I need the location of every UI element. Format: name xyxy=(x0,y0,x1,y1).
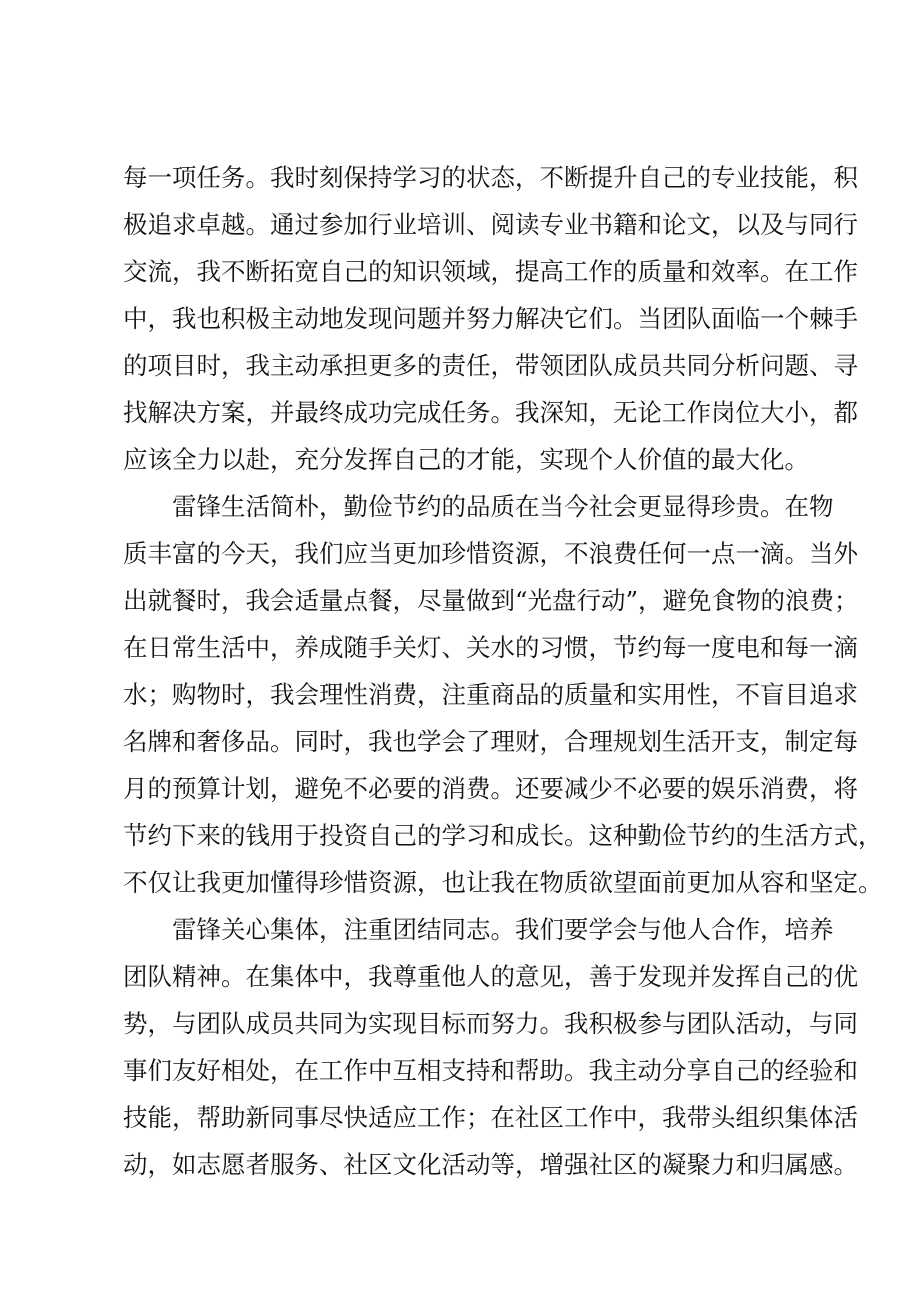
text-line: 节约下来的钱用于投资自己的学习和成长。这种勤俭节约的生活方式， xyxy=(123,821,883,850)
text-line: 质丰富的今天，我们应当更加珍惜资源，不浪费任何一点一滴。当外 xyxy=(123,539,858,568)
text-line: 雷锋生活简朴，勤俭节约的品质在当今社会更显得珍贵。在物 xyxy=(172,492,834,521)
text-line: 在日常生活中，养成随手关灯、关水的习惯，节约每一度电和每一滴 xyxy=(123,633,858,662)
text-line: 事们友好相处，在工作中互相支持和帮助。我主动分享自己的经验和 xyxy=(123,1056,858,1085)
text-line: 交流，我不断拓宽自己的知识领域，提高工作的质量和效率。在工作 xyxy=(123,257,858,286)
text-line: 势，与团队成员共同为实现目标而努力。我积极参与团队活动，与同 xyxy=(123,1009,858,1038)
text-line: 动，如志愿者服务、社区文化活动等，增强社区的凝聚力和归属感。 xyxy=(123,1150,858,1179)
text-line: 雷锋关心集体，注重团结同志。我们要学会与他人合作，培养 xyxy=(172,915,834,944)
text-line: 水；购物时，我会理性消费，注重商品的质量和实用性，不盲目追求 xyxy=(123,680,858,709)
text-line: 每一项任务。我时刻保持学习的状态，不断提升自己的专业技能，积 xyxy=(123,163,858,192)
text-line: 中，我也积极主动地发现问题并努力解决它们。当团队面临一个棘手 xyxy=(123,304,858,333)
text-line: 找解决方案，并最终成功完成任务。我深知，无论工作岗位大小，都 xyxy=(123,398,858,427)
text-line: 极追求卓越。通过参加行业培训、阅读专业书籍和论文，以及与同行 xyxy=(123,210,858,239)
text-line: 不仅让我更加懂得珍惜资源，也让我在物质欲望面前更加从容和坚定。 xyxy=(123,868,883,897)
text-line: 团队精神。在集体中，我尊重他人的意见，善于发现并发挥自己的优 xyxy=(123,962,858,991)
text-line: 技能，帮助新同事尽快适应工作；在社区工作中，我带头组织集体活 xyxy=(123,1103,858,1132)
text-line: 的项目时，我主动承担更多的责任，带领团队成员共同分析问题、寻 xyxy=(123,351,858,380)
text-line: 出就餐时，我会适量点餐，尽量做到“光盘行动”，避免食物的浪费； xyxy=(123,586,859,615)
text-line: 应该全力以赴，充分发挥自己的才能，实现个人价值的最大化。 xyxy=(123,445,809,474)
text-line: 月的预算计划，避免不必要的消费。还要减少不必要的娱乐消费，将 xyxy=(123,774,858,803)
text-line: 名牌和奢侈品。同时，我也学会了理财，合理规划生活开支，制定每 xyxy=(123,727,858,756)
